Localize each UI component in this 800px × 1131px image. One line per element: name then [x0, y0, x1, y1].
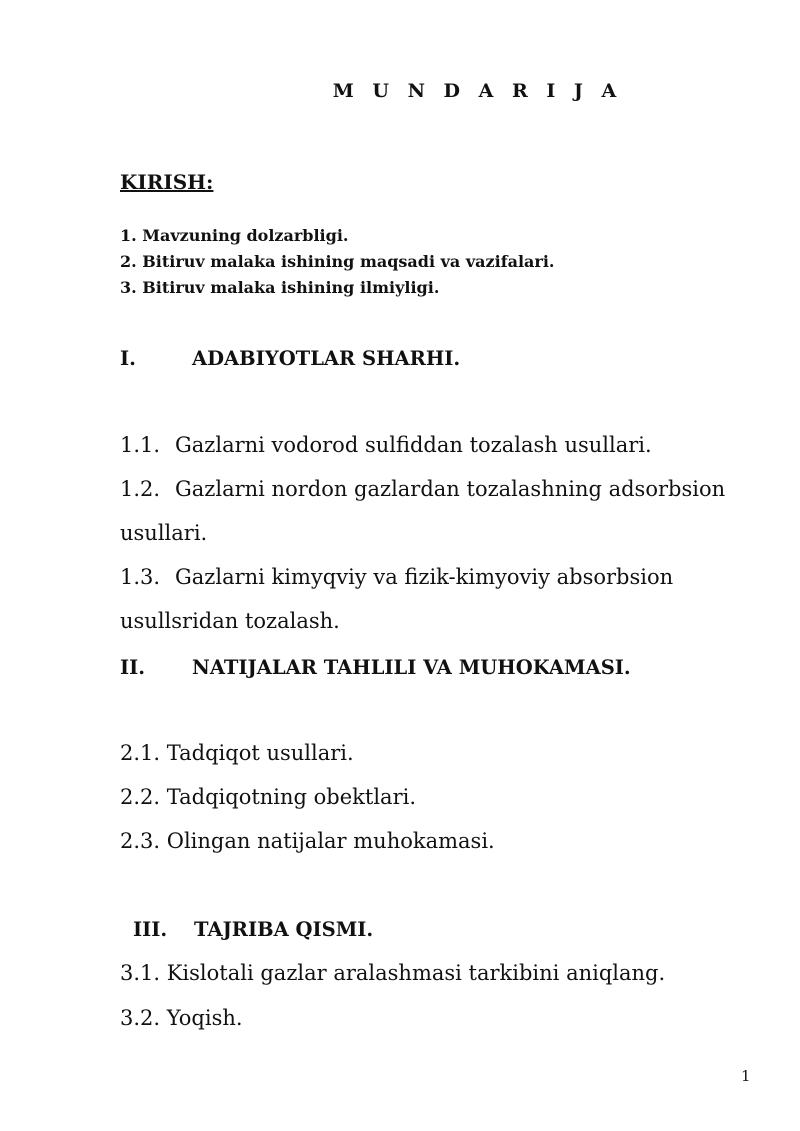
toc-item — [120, 565, 673, 589]
item-text: Gazlarni vodorod sulfiddan tozalash usullari. — [175, 433, 652, 457]
section-number: I. — [120, 347, 136, 370]
toc-item: 2.3. Olingan natijalar muhokamasi. — [120, 829, 495, 853]
page-number: 1 — [741, 1067, 751, 1085]
item-number: 1.2. — [120, 477, 161, 501]
item-text: Gazlarni kimyqviy va fizik-kimyoviy absorbsion — [175, 565, 674, 589]
item-number: 1.1. — [120, 433, 161, 457]
intro-heading: KIRISH: — [120, 170, 214, 194]
intro-item: 1. Mavzuning dolzarbligi. — [120, 226, 349, 245]
item-text-continuation: usullsridan tozalash. — [120, 609, 340, 633]
toc-item: 3.1. Kislotali gazlar aralashmasi tarkibini aniqlang. — [120, 961, 666, 985]
item-number: 1.3. — [120, 565, 161, 589]
toc-item: 3.2. Yoqish. — [120, 1006, 243, 1030]
intro-item: 3. Bitiruv malaka ishining ilmiyligi. — [120, 278, 440, 297]
section-number: II. — [120, 656, 146, 679]
toc-item — [120, 433, 652, 457]
section-title: ADABIYOTLAR SHARHI. — [192, 347, 461, 370]
section-3-heading — [133, 918, 373, 941]
item-text: Gazlarni nordon gazlardan tozalashning adsorbsion — [175, 477, 726, 501]
toc-item: 2.1. Tadqiqot usullari. — [120, 741, 354, 765]
section-title: TAJRIBA QISMI. — [194, 918, 374, 941]
intro-item: 2. Bitiruv malaka ishining maqsadi va vazifalari. — [120, 252, 555, 271]
section-number: III. — [133, 918, 168, 941]
page-title: M U N D A R I J A — [332, 80, 623, 102]
section-1-heading — [120, 347, 460, 370]
item-text-continuation: usullari. — [120, 521, 208, 545]
toc-item: 2.2. Tadqiqotning obektlari. — [120, 785, 416, 809]
section-2-heading — [120, 656, 631, 679]
toc-item — [120, 477, 725, 501]
section-title: NATIJALAR TAHLILI VA MUHOKAMASI. — [192, 656, 631, 679]
